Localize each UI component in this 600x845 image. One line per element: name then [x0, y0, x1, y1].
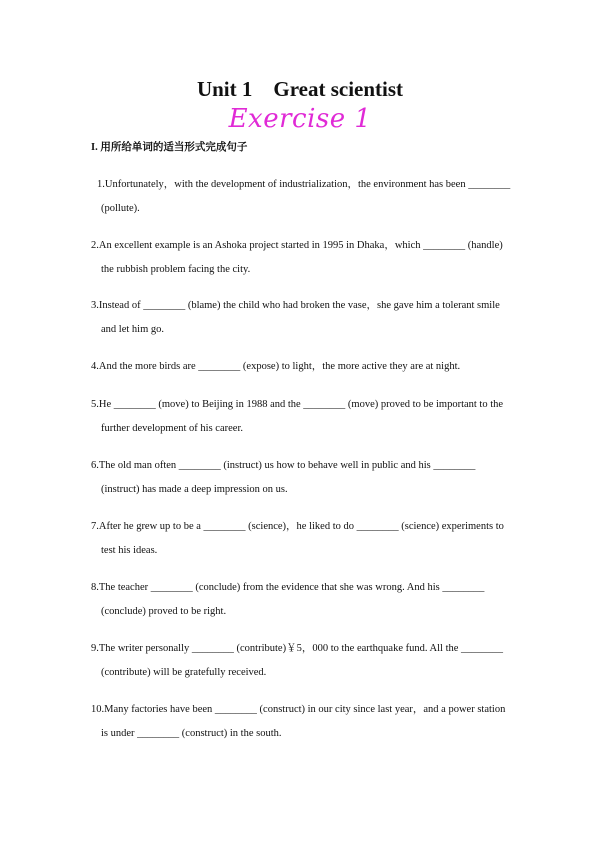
section-heading: I. 用所给单词的适当形式完成句子 — [91, 142, 248, 153]
item-line: 2.An excellent example is an Ashoka project started in 1995 in Dhaka，which ________ (handle) — [91, 240, 503, 251]
item-line: 1.Unfortunately，with the development of industrialization，the environment has been ________ — [97, 179, 511, 190]
item-line: 9.The writer personally ________ (contribute)￥5，000 to the earthquake fund. All the ________ — [91, 643, 504, 654]
item-line-continued: (contribute) will be gratefully received. — [101, 667, 267, 678]
item-line: 5.He ________ (move) to Beijing in 1988 and the ________ (move) proved to be important to the — [91, 399, 504, 410]
item-line: 6.The old man often ________ (instruct) us how to behave well in public and his ________ — [91, 460, 476, 471]
item-line-continued: (pollute). — [101, 203, 140, 214]
item-line: 4.And the more birds are ________ (expose) to light，the more active they are at night. — [91, 361, 461, 372]
item-line-continued: (conclude) proved to be right. — [101, 606, 227, 617]
page-title: Unit 1 Great scientist — [196, 77, 404, 101]
item-line-continued: is under ________ (construct) in the south. — [101, 728, 282, 739]
item-line-continued: the rubbish problem facing the city. — [101, 264, 251, 275]
item-line-continued: and let him go. — [101, 324, 164, 335]
item-line: 7.After he grew up to be a ________ (science)，he liked to do ________ (science) experiments to — [91, 521, 504, 532]
item-line-continued: test his ideas. — [101, 545, 158, 556]
item-line-continued: (instruct) has made a deep impression on us. — [101, 484, 288, 495]
item-line-continued: further development of his career. — [101, 423, 243, 434]
exercise-subtitle: Exercise 1 — [228, 104, 372, 134]
item-line: 8.The teacher ________ (conclude) from the evidence that she was wrong. And his ________ — [91, 582, 485, 593]
item-line: 10.Many factories have been ________ (construct) in our city since last year，and a power station — [91, 704, 506, 715]
item-line: 3.Instead of ________ (blame) the child who had broken the vase，she gave him a tolerant smile — [91, 300, 500, 311]
